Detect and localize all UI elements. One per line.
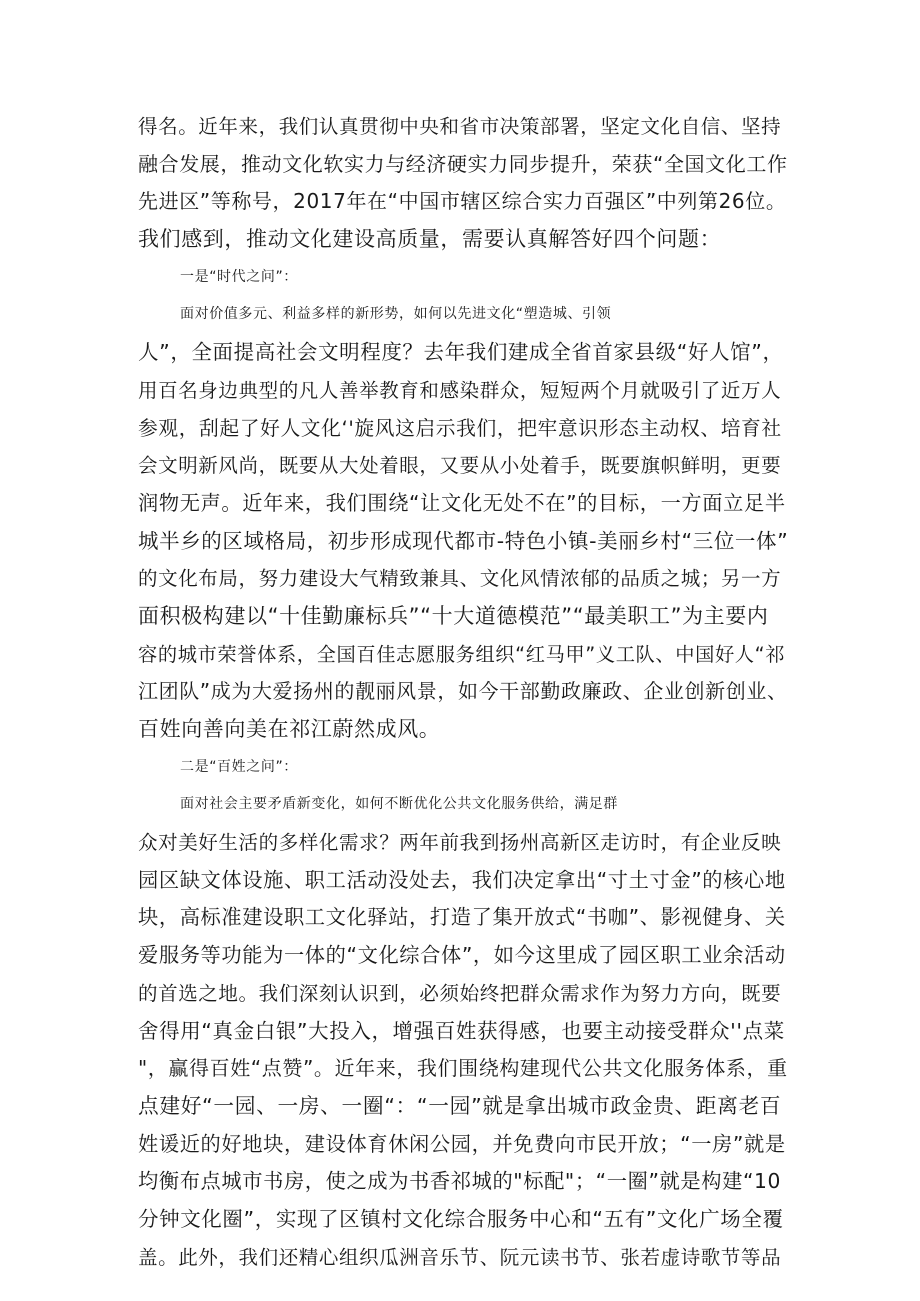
text-line: 得名。近年来，我们认真贯彻中央和省市决策部署，坚定文化自信、坚持 bbox=[138, 115, 782, 138]
text-line: 的首选之地。我们深刻认识到，必须始终把群众需求作为努力方向，既要 bbox=[138, 981, 782, 1005]
body-text bbox=[138, 108, 788, 1276]
text-line: 姓谖近的好地块，建设体育休闲公园，并免费向市民开放；“一房”就是 bbox=[138, 1131, 786, 1156]
text-line: 舍得用“真金白银”大投入，增强百姓获得感，也要主动接受群众''点菜 bbox=[138, 1018, 785, 1043]
text-line: "，赢得百姓“点赞”。近年来，我们围绕构建现代公共文化服务体系，重 bbox=[138, 1056, 788, 1081]
text-line: 盖。此外，我们还精心组织瓜洲音乐节、阮元读书节、张若虚诗歌节等品 bbox=[138, 1245, 782, 1269]
text-line: 点建好“一园、一房、一圈“：“一园”就是拿出城市政金贵、距离老百 bbox=[138, 1093, 782, 1118]
text-line: 先进区”等称号，2017年在“中国市辖区综合实力百强区”中列第26位。 bbox=[138, 189, 787, 214]
text-line: 块，高标准建设职工文化驿站，打造了集开放式“书咖”、影视健身、关 bbox=[138, 905, 786, 930]
text-line: 面对社会主要矛盾新变化，如何不断优化公共文化服务供给，满足群 bbox=[180, 796, 618, 813]
text-line: 的文化布局，努力建设大气精致兼具、文化风情浓郁的品质之城；另一方 bbox=[138, 567, 782, 591]
text-line: 众对美好生活的多样化需求？两年前我到扬州高新区走访时，有企业反映 bbox=[138, 831, 782, 855]
text-line: 面积极构建以“十佳勤廉标兵”“十大道德模范”“最美职工”为主要内 bbox=[138, 603, 769, 628]
text-line: 百姓向善向美在祁江蔚然成风。 bbox=[138, 717, 441, 741]
text-line: 爱服务等功能为一体的“文化综合体”，如今这里成了园区职工业余活动 bbox=[138, 943, 786, 968]
text-line: 江团队”成为大爱扬州的靓丽风景，如今干部勤政廉政、企业创新创业、 bbox=[138, 679, 788, 704]
text-line: 均衡布点城市书房，使之成为书香祁城的"标配"；“一圈”就是构建“10 bbox=[138, 1169, 782, 1194]
text-line: 园区缺文体设施、职工活动没处去，我们决定拿出“寸土寸金”的核心地 bbox=[138, 867, 786, 892]
text-line: 分钟文化圈”，实现了区镇村文化综合服务中心和“五有”文化广场全覆 bbox=[138, 1206, 784, 1231]
text-line: 参观，刮起了好人文化‘'旋风这启示我们，把牢意识形态主动权、培育社 bbox=[138, 416, 782, 440]
text-line: 一是“时代之问”： bbox=[180, 268, 298, 285]
text-line: 容的城市荣誉体系，全国百佳志愿服务组织“红马甲”义工队、中国好人“祁 bbox=[138, 642, 786, 666]
text-line: 融合发展，推动文化软实力与经济硬实力同步提升，荣获“全国文化工作 bbox=[138, 151, 788, 176]
text-line: 会文明新风尚，既要从大处着眼，又要从小处着手，既要旗帜鲜明，更要 bbox=[138, 454, 782, 478]
text-line: 我们感到，推动文化建设高质量，需要认真解答好四个问题： bbox=[138, 227, 722, 252]
text-line: 用百名身边典型的凡人善举教育和感染群众，短短两个月就吸引了近万人 bbox=[138, 378, 782, 402]
text-line: 面对价值多元、利益多样的新形势，如何以先进文化“塑造城、引领 bbox=[180, 306, 612, 323]
text-line: 二是“百姓之问”： bbox=[180, 758, 298, 775]
text-line: 人”，全面提高社会文明程度？去年我们建成全省首家县级“好人馆”， bbox=[138, 340, 784, 365]
text-line: 城半乡的区域格局，初步形成现代都市-特色小镇-美丽乡村“三位一体” bbox=[138, 528, 789, 553]
text-line: 润物无声。近年来，我们围绕“让文化无处不在”的目标，一方面立足半 bbox=[138, 490, 786, 515]
